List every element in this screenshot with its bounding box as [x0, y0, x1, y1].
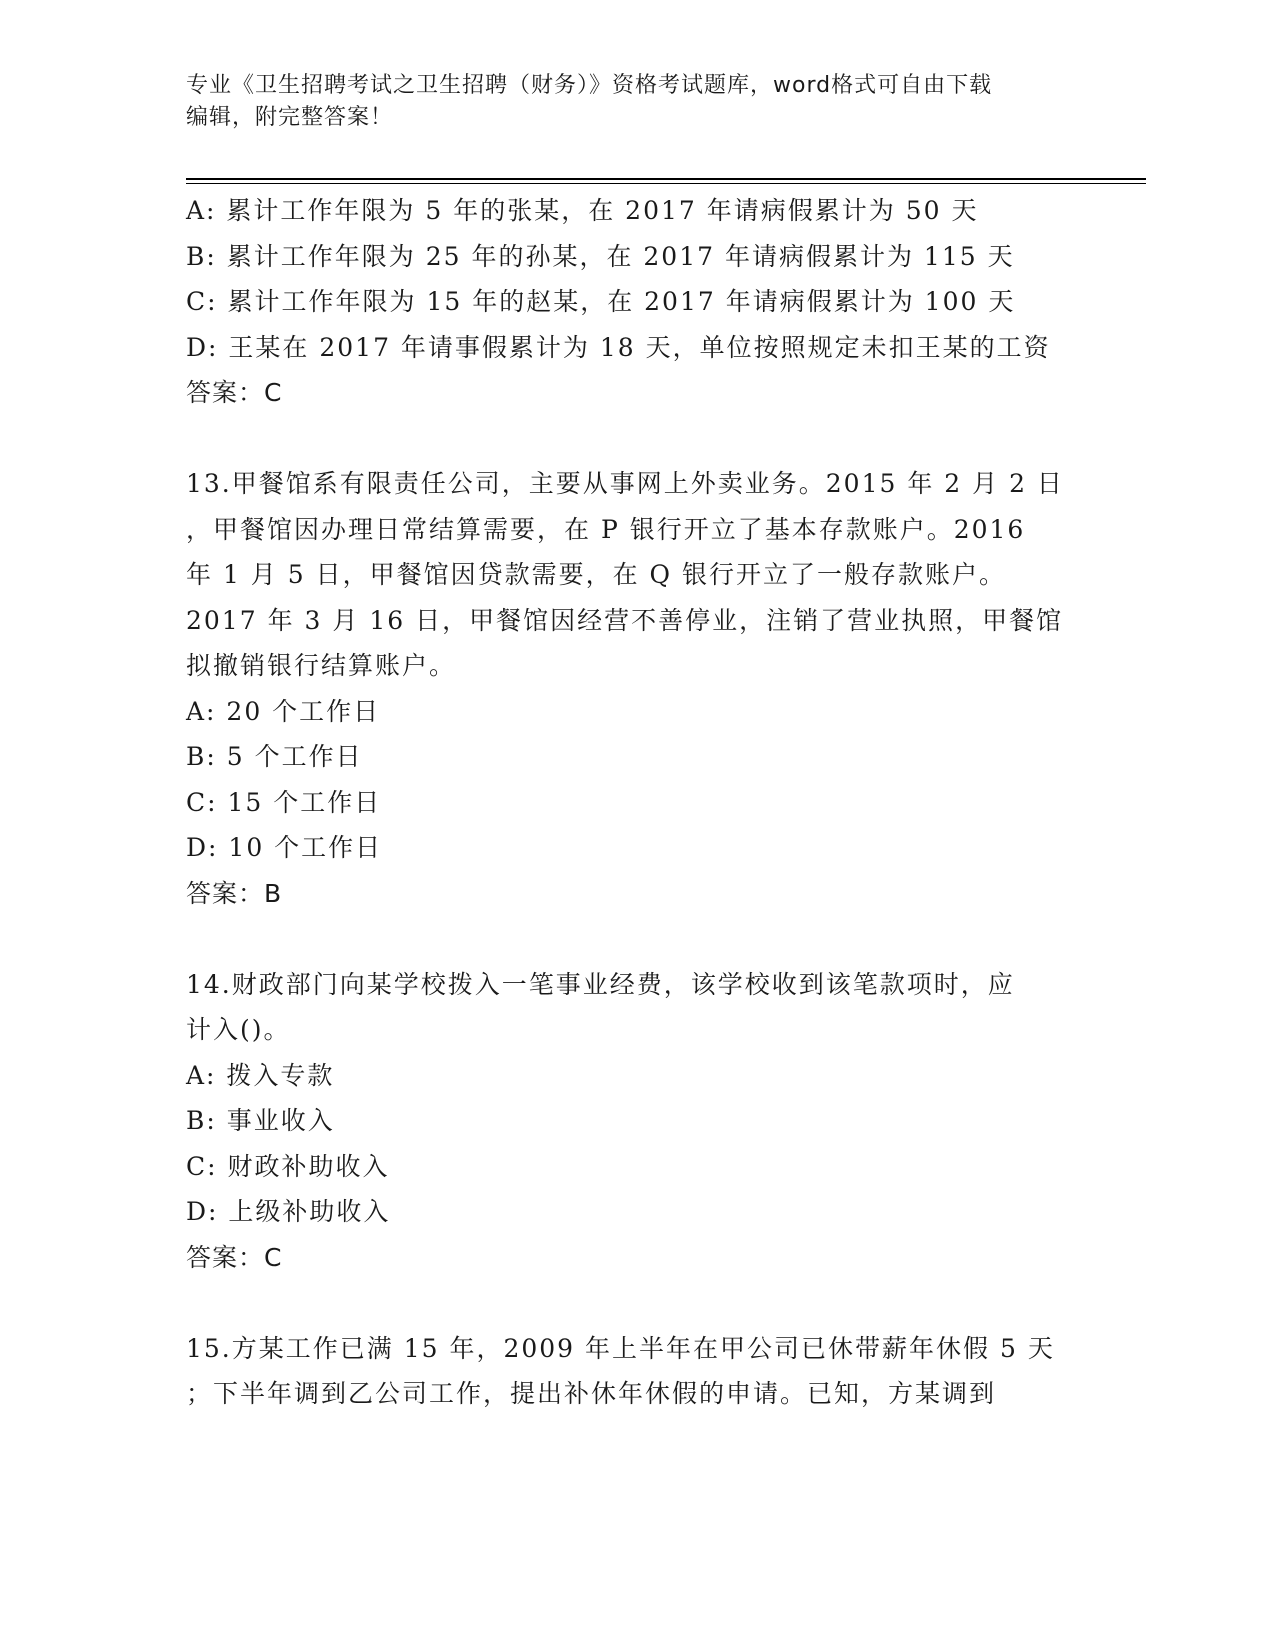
- question-12: [186, 188, 1086, 416]
- question-text-line: 拟撤销银行结算账户。: [186, 651, 457, 680]
- answer: 答案：C: [186, 378, 283, 407]
- header-rule-thin: [186, 183, 1146, 184]
- option-b: B: 5 个工作日: [186, 742, 363, 771]
- header-rule-thick: [186, 178, 1146, 180]
- option-b: B: 事业收入: [186, 1106, 335, 1135]
- question-text-line: 年 1 月 5 日，甲餐馆因贷款需要，在 Q 银行开立了一般存款账户。: [186, 560, 1006, 589]
- spacer: [186, 1280, 1086, 1326]
- header-line-1: 专业《卫生招聘考试之卫生招聘（财务）》资格考试题库，word格式可自由下载: [186, 73, 993, 98]
- header-line-2: 编辑，附完整答案！: [186, 105, 394, 130]
- option-a: A: 累计工作年限为 5 年的张某，在 2017 年请病假累计为 50 天: [186, 196, 979, 225]
- question-text-line: 13.甲餐馆系有限责任公司，主要从事网上外卖业务。2015 年 2 月 2 日: [186, 469, 1064, 498]
- question-15: [186, 1326, 1086, 1417]
- question-14: [186, 962, 1086, 1281]
- question-13: [186, 461, 1086, 916]
- answer: 答案：B: [186, 878, 283, 908]
- option-c: C: 财政补助收入: [186, 1151, 390, 1181]
- question-text-line: 2017 年 3 月 16 日，甲餐馆因经营不善停业，注销了营业执照，甲餐馆: [186, 605, 1064, 635]
- question-text-line: 15.方某工作已满 15 年，2009 年上半年在甲公司已休带薪年休假 5 天: [186, 1333, 1055, 1363]
- option-c: C: 15 个工作日: [186, 787, 382, 817]
- question-text-line: 计入()。: [186, 1015, 291, 1044]
- option-c: C: 累计工作年限为 15 年的赵某，在 2017 年请病假累计为 100 天: [186, 287, 1016, 316]
- document-header: [186, 70, 1086, 134]
- spacer: [186, 416, 1086, 462]
- option-a: A: 拨入专款: [186, 1060, 335, 1090]
- option-d: D: 上级补助收入: [186, 1197, 391, 1226]
- question-text-line: ；下半年调到乙公司工作，提出补休年休假的申请。已知，方某调到: [186, 1379, 997, 1408]
- question-text-line: ，甲餐馆因办理日常结算需要，在 P 银行开立了基本存款账户。2016: [186, 514, 1026, 544]
- option-b: B: 累计工作年限为 25 年的孙某，在 2017 年请病假累计为 115 天: [186, 241, 1015, 271]
- option-a: A: 20 个工作日: [186, 696, 381, 726]
- question-text-line: 14.财政部门向某学校拨入一笔事业经费，该学校收到该笔款项时，应: [186, 969, 1015, 999]
- spacer: [186, 916, 1086, 962]
- option-d: D: 王某在 2017 年请事假累计为 18 天，单位按照规定未扣王某的工资: [186, 332, 1051, 362]
- option-d: D: 10 个工作日: [186, 833, 383, 862]
- answer: 答案：C: [186, 1242, 283, 1272]
- question-list: [186, 188, 1086, 1417]
